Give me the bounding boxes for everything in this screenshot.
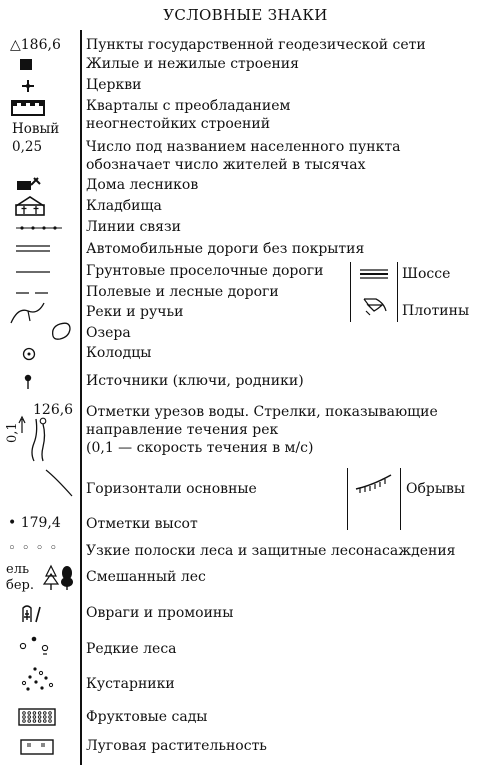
cemetery-icon: [14, 195, 46, 217]
legend-text: Источники (ключи, родники): [86, 373, 304, 389]
dashed-road-icon: [16, 292, 50, 294]
shrubs-icon: [18, 667, 58, 693]
legend-text: Отметки высот: [86, 516, 198, 532]
legend-text: Число под названием населенного пункта обозначает число жителей в тысячах: [86, 139, 401, 173]
contour-line-icon: [44, 468, 74, 498]
ravine-icon: [20, 604, 44, 624]
church-cross-icon: [21, 79, 35, 93]
legend-text: Автомобильные дороги без покрытия: [86, 241, 365, 257]
river-icon: [10, 301, 46, 325]
legend-text: Жилые и нежилые строения: [86, 56, 299, 72]
city-block-icon: [11, 100, 45, 116]
double-line-road-icon: [16, 245, 50, 253]
legend-text: Линии связи: [86, 219, 181, 235]
legend-text: Горизонтали основные: [86, 481, 257, 497]
legend-text: Смешанный лес: [86, 569, 206, 585]
cliff-icon: [355, 474, 393, 494]
legend-text: Луговая растительность: [86, 738, 267, 754]
communication-line-icon: [16, 226, 62, 230]
orchard-icon: [18, 708, 56, 726]
highway-icon: [360, 269, 388, 279]
elevation-sample-label: • 179,4: [8, 515, 61, 531]
forest-strip-symbol: ◦ ◦ ◦ ◦: [8, 541, 59, 556]
legend-text: Грунтовые проселочные дороги: [86, 263, 324, 279]
mixed-forest-labels: ель бер.: [6, 562, 34, 593]
legend-text: Церкви: [86, 77, 142, 93]
legend-title: УСЛОВНЫЕ ЗНАКИ: [163, 6, 328, 24]
water-level-arrow-icon: [16, 413, 56, 463]
forester-house-icon: [16, 176, 42, 192]
lake-icon: [50, 321, 72, 341]
geodetic-symbol-label: △186,6: [10, 37, 61, 53]
legend-text: Кустарники: [86, 676, 175, 692]
legend-text: Кварталы с преобладанием неогнестойких строений: [86, 98, 291, 132]
legend-text: Фруктовые сады: [86, 709, 208, 725]
legend-text: Озера: [86, 325, 131, 341]
well-circle-icon: [22, 347, 36, 361]
sparse-forest-icon: [18, 636, 52, 658]
meadow-icon: [20, 739, 54, 755]
dirt-road-line-icon: [16, 271, 50, 273]
legend-text: Узкие полоски леса и защитные лесонасаждения: [86, 543, 456, 559]
settlement-sample-label: Новый 0,25: [12, 121, 60, 155]
spring-icon: [24, 374, 32, 390]
legend-text: Редкие леса: [86, 641, 177, 657]
side-legend-highway: Шоссе: [402, 266, 451, 282]
legend-text: Пункты государственной геодезической сети: [86, 37, 426, 53]
legend-text: Отметки урезов воды. Стрелки, показывающие направление течения рек (0,1 — скорость течения в м/с): [86, 404, 438, 456]
legend-text: Реки и ручьи: [86, 304, 184, 320]
legend-text: Кладбища: [86, 198, 162, 214]
filled-square-building-icon: [20, 59, 34, 71]
legend-text: Полевые и лесные дороги: [86, 284, 279, 300]
legend-text: Овраги и промоины: [86, 605, 234, 621]
dam-icon: [362, 293, 392, 317]
legend-text: Колодцы: [86, 345, 152, 361]
legend-divider: [80, 30, 82, 765]
side-legend-dam: Плотины: [402, 303, 470, 319]
flow-speed-value: 0,1: [5, 422, 20, 443]
side-legend-cliff: Обрывы: [406, 481, 466, 497]
water-level-value: 126,6: [33, 402, 74, 418]
mixed-forest-icon: [44, 564, 76, 592]
legend-text: Дома лесников: [86, 177, 199, 193]
